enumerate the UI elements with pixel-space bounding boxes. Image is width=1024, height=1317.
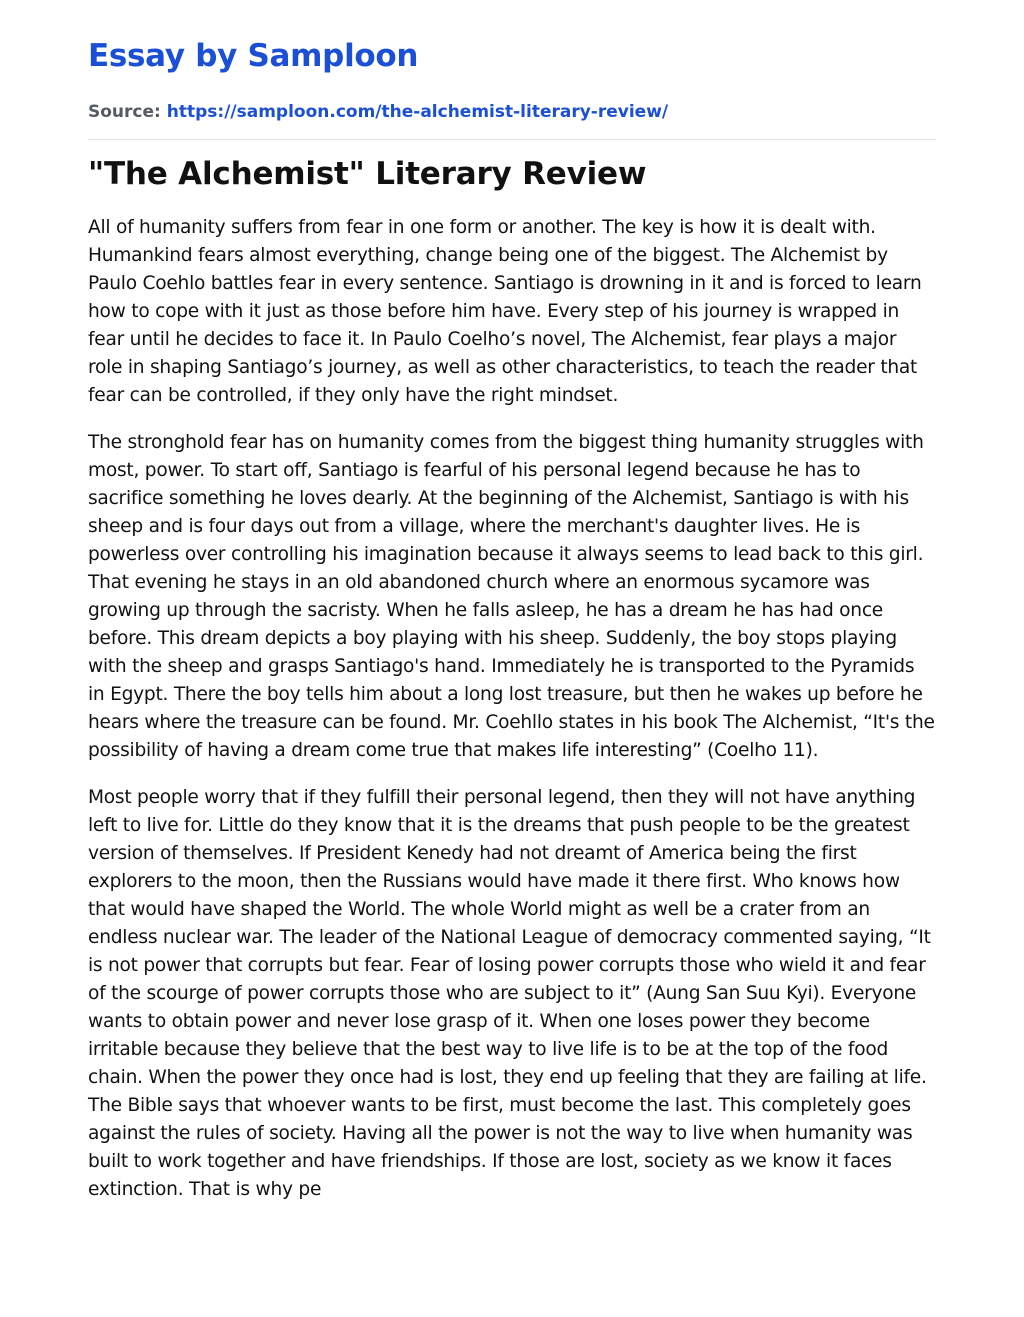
essay-paragraph: Most people worry that if they fulfill their personal legend, then they will not have anything left to live for. Little do they know that it is the dreams that push people to be the greatest version of themselves. If President Kenedy had not dreamt of America being the first explorers to the moon, then the Russians would have made it there first. Who knows how that would have shaped the World. The whole World might as well be a crater from an endless nuclear war. The leader of the National League of democracy commented saying, “It is not power that corrupts but fear. Fear of losing power corrupts those who wield it and fear of the scourge of power corrupts those who are subject to it” (Aung San Suu Kyi). Everyone wants to obtain power and never lose grasp of it. When one loses power they become irritable because they believe that the best way to live life is to be at the top of the food chain. When the power they once had is lost, they end up feeling that they are failing at life. The Bible says that whoever wants to be first, must become the last. This completely goes against the rules of society. Having all the power is not the way to live when humanity was built to work together and have friendships. If those are lost, society as we know it faces extinction. That is why pe (88, 787, 931, 1200)
header-divider (88, 139, 936, 140)
essay-page (88, 34, 936, 1223)
essay-paragraph: All of humanity suffers from fear in one form or another. The key is how it is dealt with. Humankind fears almost everything, change being one of the biggest. The Alchemist by Paulo Coehlo battles fear in every sentence. Santiago is drowning in it and is forced to learn how to cope with it just as those before him have. Every step of his journey is wrapped in fear until he decides to face it. In Paulo Coelho’s novel, The Alchemist, fear plays a major role in shaping Santiago’s journey, as well as other characteristics, to teach the reader that fear can be controlled, if they only have the right mindset. (88, 217, 922, 406)
site-brand-title: Essay by Samploon (88, 38, 419, 74)
source-link[interactable]: https://samploon.com/the-alchemist-literary-review/ (166, 102, 669, 122)
source-label: Source: (88, 102, 161, 122)
essay-paragraph: The stronghold fear has on humanity comes from the biggest thing humanity struggles with most, power. To start off, Santiago is fearful of his personal legend because he has to sacrifice something he loves dearly. At the beginning of the Alchemist, Santiago is with his sheep and is four days out from a village, where the merchant's daughter lives. He is powerless over controlling his imagination because it always seems to lead back to this girl. That evening he stays in an old abandoned church where an enormous sycamore was growing up through the sacristy. When he falls asleep, he has a dream he has had once before. This dream depicts a boy playing with his sheep. Suddenly, the boy stops playing with the sheep and grasps Santiago's hand. Immediately he is transported to the Pyramids in Egypt. There the boy tells him about a long lost treasure, but then he wakes up before he hears where the treasure can be found. Mr. Coehllo states in his book The Alchemist, “It's the possibility of having a dream come true that makes life interesting” (Coelho 11). (88, 432, 935, 761)
essay-title: "The Alchemist" Literary Review (88, 156, 647, 192)
source-line (88, 100, 936, 124)
essay-body (88, 214, 936, 1204)
